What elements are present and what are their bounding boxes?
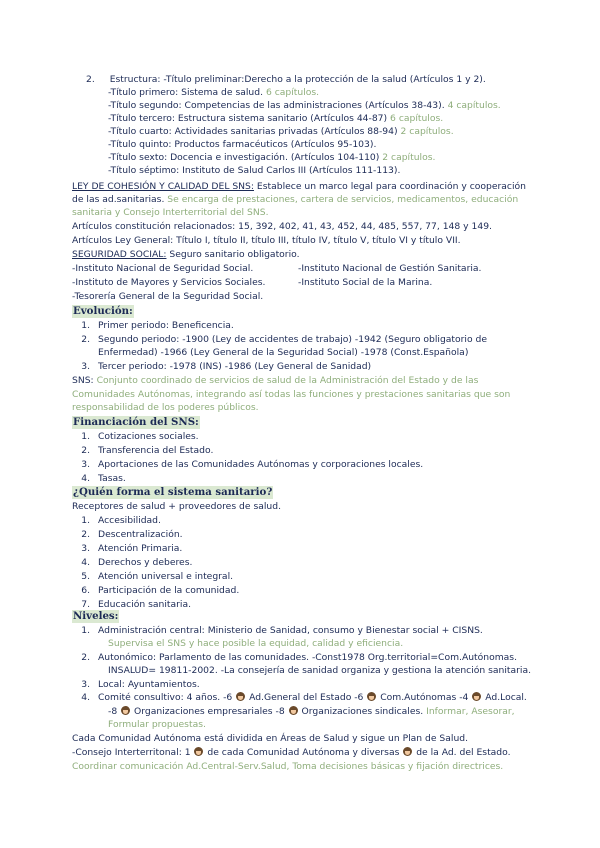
list-text: Cotizaciones sociales. xyxy=(98,431,199,442)
sns-note: Comunidades Autónomas, integrando así todas las funciones y prestaciones sanitarias que son xyxy=(72,389,511,400)
list-number: 3. xyxy=(81,459,90,470)
consejo-text: de la Ad. del Estado. xyxy=(416,747,511,758)
list-text: INSALUD= 19811-2002. -La consejería de sanidad organiza y gestiona la atención sanitaria. xyxy=(108,665,532,676)
titulo-line xyxy=(108,113,443,125)
ley-text: Establece un marco legal para coordinación y cooperación xyxy=(256,181,526,192)
evolucion-heading: Evolución: xyxy=(73,305,133,317)
list-item xyxy=(72,334,487,346)
list-number: 2. xyxy=(81,334,90,345)
instituto-line: -Instituto de Mayores y Servicios Sociales. xyxy=(72,277,266,288)
ley-note: sanitaria y Consejo Interterritorial del SNS. xyxy=(72,207,269,218)
titulo-line xyxy=(108,139,376,151)
consejo-text: de cada Comunidad Autónoma y diversas xyxy=(207,747,400,758)
ley-text: de las ad.sanitarias. xyxy=(72,194,165,205)
titulo-line xyxy=(108,152,435,164)
list-number: 1. xyxy=(81,431,90,442)
areas-salud-line: Cada Comunidad Autónoma está dividida en Áreas de Salud y sigue un Plan de Salud. xyxy=(72,733,469,744)
titulo-note: 6 capítulos. xyxy=(390,113,444,124)
titulo-note: 4 capítulos. xyxy=(447,100,501,111)
titulo-line xyxy=(108,87,319,99)
list-text: Administración central: Ministerio de Sanidad, consumo y Bienestar social + CISNS. xyxy=(98,625,483,636)
titulo-text: -Título tercero: Estructura sistema sanitario (Artículos 44-87) xyxy=(108,113,388,124)
ley-title: LEY DE COHESIÓN Y CALIDAD DEL SNS: xyxy=(72,181,254,192)
list-number: 4. xyxy=(81,557,90,568)
titulo-line xyxy=(108,126,454,138)
list-text: Ad.Local. xyxy=(485,692,527,703)
list-item xyxy=(72,473,126,485)
list-text: Tasas. xyxy=(98,473,126,484)
person-icon xyxy=(236,692,245,701)
ley-general-line: Artículos Ley General: Título I, título II, título III, título IV, título V, título VI y título VII. xyxy=(72,235,461,246)
seguridad-social-line xyxy=(72,249,300,261)
titulo-note: 2 capítulos. xyxy=(400,126,454,137)
sns-note: responsabilidad de los poderes públicos. xyxy=(72,402,259,413)
titulo-text: -Título primero: Sistema de salud. xyxy=(108,87,264,98)
list-number: 3. xyxy=(81,361,90,372)
titulo-note: 6 capítulos. xyxy=(265,87,320,98)
estructura-line xyxy=(86,74,486,86)
list-text: Organizaciones empresariales -8 xyxy=(134,706,285,717)
nivel-note: Informar, Asesorar, xyxy=(426,706,515,717)
ley-cohesion-line xyxy=(72,194,518,206)
list-text: Descentralización. xyxy=(98,529,183,540)
sns-definition xyxy=(72,375,478,387)
list-number: 2. xyxy=(81,652,90,663)
list-item xyxy=(72,692,527,704)
list-text: Aportaciones de las Comunidades Autónomas y corporaciones locales. xyxy=(98,459,424,470)
list-number: 4. xyxy=(81,473,90,484)
list-text-line xyxy=(108,706,515,718)
list-item xyxy=(72,571,233,583)
instituto-line: -Instituto Social de la Marina. xyxy=(298,277,433,288)
person-icon xyxy=(121,706,130,715)
consejo-text: -Consejo Interterritonal: 1 xyxy=(72,747,191,758)
list-text: Segundo periodo: -1900 (Ley de accidentes de trabajo) -1942 (Seguro obligatorio de xyxy=(98,334,487,345)
list-number: 6. xyxy=(81,585,90,596)
person-icon xyxy=(472,692,481,701)
list-item xyxy=(72,543,182,555)
list-text: Tercer periodo: -1978 (INS) -1986 (Ley General de Sanidad) xyxy=(98,361,372,372)
list-text: Local: Ayuntamientos. xyxy=(98,679,200,690)
list-text: Derechos y deberes. xyxy=(98,557,193,568)
niveles-heading: Niveles: xyxy=(73,610,119,622)
list-text: Ad.General del Estado -6 xyxy=(249,692,364,703)
list-text: Autonómico: Parlamento de las comunidades. -Const1978 Org.territorial=Com.Autónomas. xyxy=(98,652,518,663)
list-number: 1. xyxy=(81,625,90,636)
sns-note: Conjunto coordinado de servicios de salud de la Administración del Estado y de las xyxy=(96,375,479,386)
estructura-main: Estructura: -Título preliminar:Derecho a la protección de la salud (Artículos 1 y 2). xyxy=(109,74,486,85)
instituto-line: -Instituto Nacional de Gestión Sanitaria. xyxy=(298,263,482,274)
list-text: Atención universal e integral. xyxy=(98,571,234,582)
list-text: Educación sanitaria. xyxy=(98,599,192,610)
list-text: Organizaciones sindicales. xyxy=(301,706,424,717)
financiacion-heading: Financiación del SNS: xyxy=(73,416,199,428)
list-number: 7. xyxy=(81,599,90,610)
person-icon xyxy=(367,692,376,701)
list-text: Comité consultivo: 4 años. -6 xyxy=(98,692,233,703)
list-item xyxy=(72,347,468,359)
list-item xyxy=(72,679,200,691)
list-text: Participación de la comunidad. xyxy=(98,585,240,596)
list-item xyxy=(72,529,183,541)
nivel-note: Formular propuestas. xyxy=(108,719,206,730)
list-item xyxy=(72,515,161,527)
list-number: 4. xyxy=(81,692,90,703)
instituto-line: -Tesorería General de la Seguridad Social. xyxy=(72,291,264,302)
list-text: Accesibilidad. xyxy=(98,515,161,526)
person-icon xyxy=(403,747,412,756)
list-item xyxy=(72,652,517,664)
list-text: -8 xyxy=(108,706,118,717)
list-number: 3. xyxy=(81,543,90,554)
list-text: Enfermedad) -1966 (Ley General de la Seguridad Social) -1978 (Const.Española) xyxy=(98,347,469,358)
consejo-note: Coordinar comunicación Ad.Central-Serv.Salud, Toma decisiones básicas y fijación directrices. xyxy=(72,761,504,772)
titulo-text: -Título segundo: Competencias de las administraciones (Artículos 38-43). xyxy=(108,100,445,111)
list-text: Primer periodo: Beneficencia. xyxy=(98,320,234,331)
articulos-line: Artículos constitución relacionados: 15, 392, 402, 41, 43, 452, 44, 485, 557, 77, 148 y 149. xyxy=(72,221,492,232)
titulo-line xyxy=(108,165,400,177)
titulo-text: -Título quinto: Productos farmacéuticos (Artículos 95-103). xyxy=(108,139,377,150)
person-icon xyxy=(289,706,298,715)
list-item xyxy=(72,625,483,637)
titulo-line xyxy=(108,100,501,112)
list-item xyxy=(72,459,423,471)
ley-note: Se encarga de prestaciones, cartera de servicios, medicamentos, educación xyxy=(167,194,519,205)
list-item xyxy=(72,361,371,373)
titulo-text: -Título séptimo: Instituto de Salud Carlos III (Artículos 111-113). xyxy=(108,165,401,176)
quien-heading: ¿Quién forma el sistema sanitario? xyxy=(73,486,273,498)
list-number: 1. xyxy=(81,515,90,526)
nivel-note: Supervisa el SNS y hace posible la equidad, calidad y eficiencia. xyxy=(108,638,404,649)
list-number: 2. xyxy=(81,529,90,540)
titulo-text: -Título sexto: Docencia e investigación. (Artículos 104-110) xyxy=(108,152,380,163)
consejo-line xyxy=(72,747,511,759)
list-item xyxy=(72,431,199,443)
titulo-text: -Título cuarto: Actividades sanitarias privadas (Artículos 88-94) xyxy=(108,126,398,137)
list-item xyxy=(72,445,213,457)
sns-label: SNS: xyxy=(72,375,94,386)
ley-cohesion-line xyxy=(72,181,526,193)
list-number: 3. xyxy=(81,679,90,690)
titulo-note: 2 capítulos. xyxy=(382,152,436,163)
list-number: 1. xyxy=(81,320,90,331)
seguridad-social-text: Seguro sanitario obligatorio. xyxy=(169,249,300,260)
instituto-line: -Instituto Nacional de Seguridad Social. xyxy=(72,263,254,274)
quien-intro: Receptores de salud + proveedores de salud. xyxy=(72,501,281,512)
list-item xyxy=(72,585,239,597)
seguridad-social-title: SEGURIDAD SOCIAL: xyxy=(72,249,167,260)
list-text: Com.Autónomas -4 xyxy=(380,692,469,703)
list-number: 5. xyxy=(81,571,90,582)
list-number: 2. xyxy=(81,445,90,456)
person-icon xyxy=(194,747,203,756)
list-item xyxy=(72,557,192,569)
list-text: Transferencia del Estado. xyxy=(98,445,214,456)
list-item xyxy=(72,320,234,332)
list-number: 2. xyxy=(86,74,95,85)
list-text: Atención Primaria. xyxy=(98,543,183,554)
